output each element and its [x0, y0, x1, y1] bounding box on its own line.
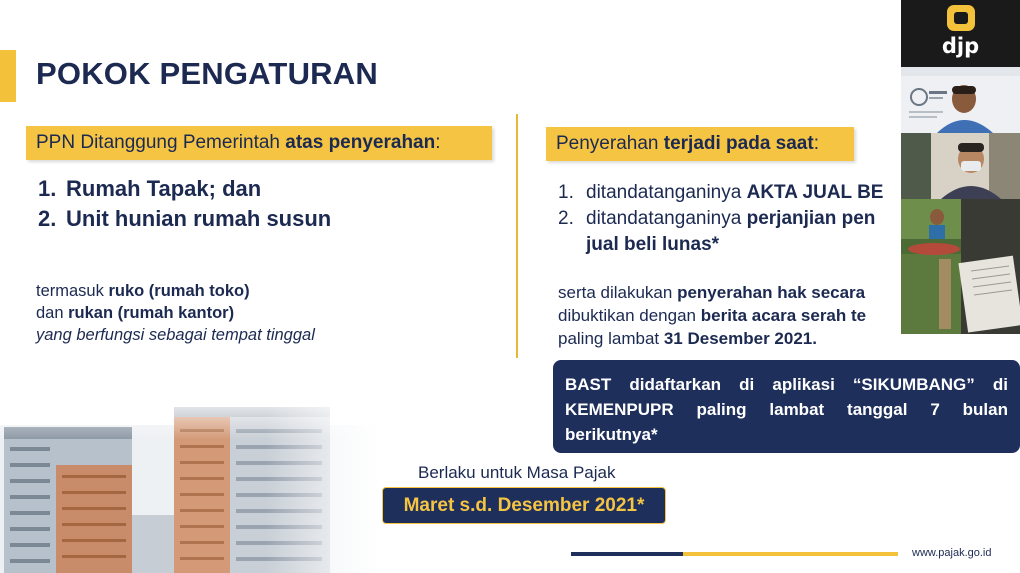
slide-title: POKOK PENGATURAN — [36, 56, 378, 91]
left-highlight-prefix: PPN Ditanggung Pemerintah — [36, 132, 286, 153]
berlaku-label: Berlaku untuk Masa Pajak — [418, 463, 616, 482]
list-text: ditandatanganinya — [586, 208, 747, 229]
right-list-item — [558, 206, 901, 232]
list-continuation: jual beli lunas* — [586, 234, 720, 255]
note-bold: berita acara serah te — [700, 306, 867, 325]
left-highlight-suffix: : — [435, 132, 441, 153]
list-number: 1. — [38, 176, 57, 201]
note-text: termasuk — [36, 282, 109, 300]
list-bold: AKTA JUAL BE — [746, 182, 884, 203]
period-badge: Maret s.d. Desember 2021* — [382, 487, 666, 524]
bast-callout: BAST didaftarkan di aplikasi “SIKUMBANG” di KEMENPUPR paling lambat tanggal 7 bulan berikutnya* — [553, 360, 1020, 453]
note-text: dan — [36, 304, 69, 322]
djp-logo-text: djp — [941, 34, 980, 58]
footer-line-gold — [683, 552, 898, 556]
list-text: Unit hunian rumah susun — [66, 206, 332, 231]
left-note — [36, 280, 315, 346]
left-list — [38, 176, 331, 236]
title-accent-bar — [0, 50, 16, 102]
participant-video-3[interactable] — [901, 199, 1020, 334]
right-highlight-box — [546, 127, 854, 161]
list-text: ditandatanganinya — [586, 182, 747, 203]
note-bold: 31 Desember 2021. — [663, 329, 817, 348]
note-text: serta dilakukan — [558, 283, 678, 302]
participant-avatar-1 — [901, 67, 1020, 133]
list-number: 2. — [558, 208, 574, 229]
right-highlight-prefix: Penyerahan — [556, 133, 664, 154]
participant-video-2[interactable] — [901, 133, 1020, 199]
note-italic: yang berfungsi sebagai tempat tinggal — [36, 326, 315, 344]
note-text: paling lambat — [558, 329, 664, 348]
right-list-item — [558, 180, 901, 206]
note-bold: ruko (rumah toko) — [108, 282, 250, 300]
left-highlight-box — [26, 126, 492, 160]
right-highlight-suffix: : — [813, 133, 819, 154]
footer-url: www.pajak.go.id — [912, 547, 992, 559]
list-text: Rumah Tapak; dan — [66, 176, 262, 201]
participant-video-1[interactable] — [901, 67, 1020, 133]
participant-avatar-3 — [901, 199, 1020, 334]
building-illustration — [0, 395, 380, 573]
footer-line-navy — [571, 552, 683, 556]
left-list-item — [38, 176, 331, 202]
list-number: 2. — [38, 206, 57, 231]
note-bold: rukan (rumah kantor) — [68, 304, 235, 322]
note-text: dibuktikan dengan — [558, 306, 701, 325]
list-bold: perjanjian pen — [746, 208, 876, 229]
left-highlight-bold: atas penyerahan — [285, 132, 436, 153]
left-list-item — [38, 206, 331, 232]
column-divider — [516, 114, 518, 358]
note-bold: penyerahan hak secara — [677, 283, 866, 302]
djp-logo-tile — [901, 0, 1020, 67]
list-number: 1. — [558, 182, 574, 203]
participant-avatar-2 — [901, 133, 1020, 199]
right-list — [558, 180, 901, 258]
video-participants-panel — [901, 0, 1020, 334]
djp-logo-icon — [947, 5, 975, 31]
right-highlight-bold: terjadi pada saat — [663, 133, 814, 154]
right-note — [558, 281, 901, 350]
